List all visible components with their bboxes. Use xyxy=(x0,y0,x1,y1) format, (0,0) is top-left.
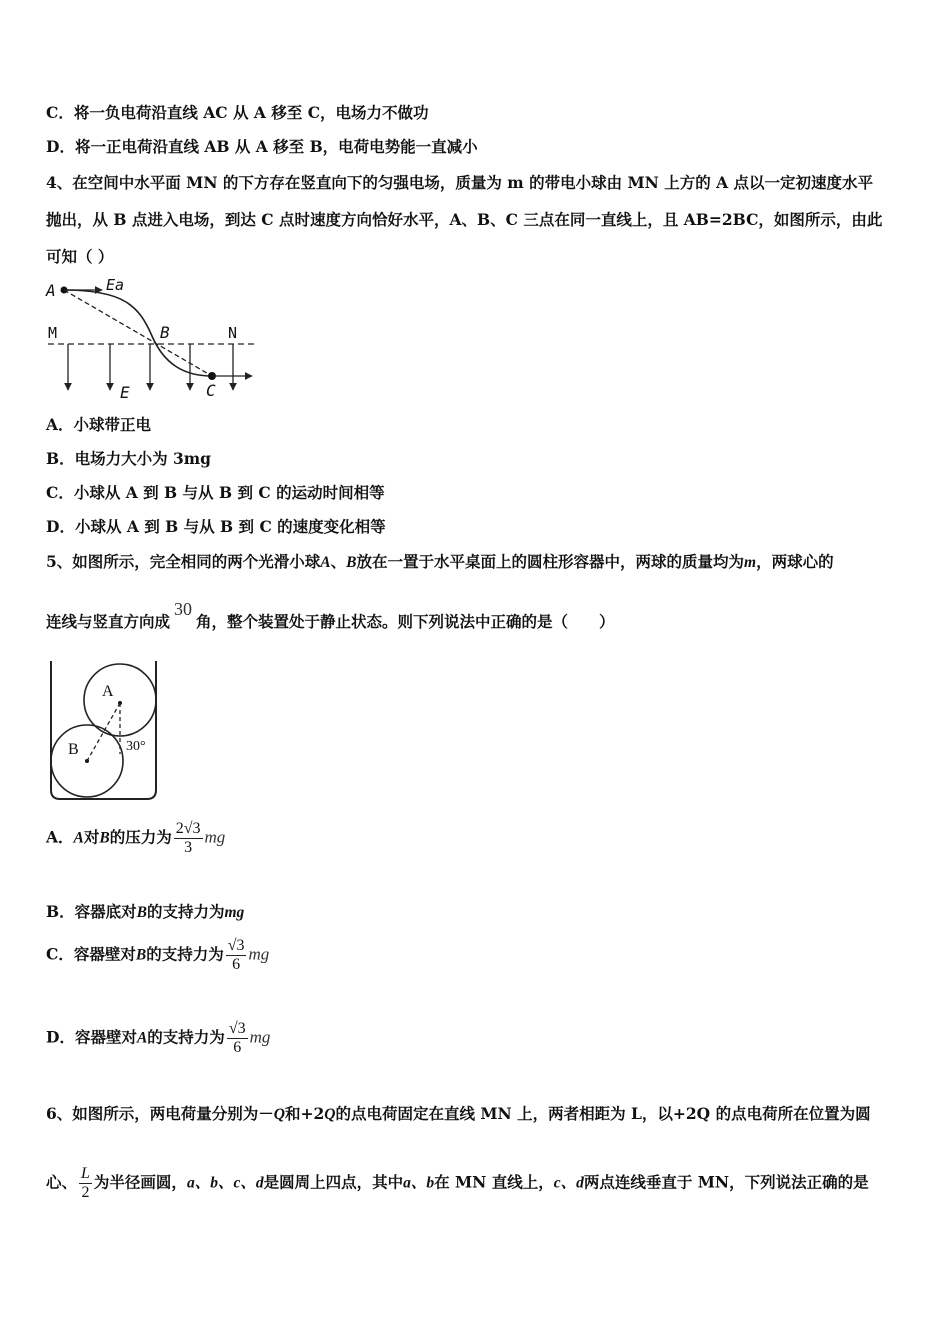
fraction-sqrt3-over-6: $\frac{√3}{6}$ xyxy=(228,1020,246,1056)
label-ball-b: B xyxy=(68,741,79,758)
label-angle: 30° xyxy=(126,739,146,754)
q4-option-d: D．小球从 A 到 B 与从 B 到 C 的速度变化相等 xyxy=(46,517,386,536)
q4-figure xyxy=(44,276,264,401)
q4-stem-line-2: 抛出，从 B 点进入电场，到达 C 点时速度方向恰好水平，A、B、C 三点在同一直线上，且 AB=2BC，如图所示，由此 xyxy=(46,210,883,229)
label-c: C xyxy=(206,381,216,400)
label-b: B xyxy=(160,323,170,342)
q5-option-c: C．容器壁对B的支持力为 $\frac{√3}{6}$ mg xyxy=(46,937,270,973)
q4-option-a: A．小球带正电 xyxy=(46,415,152,434)
label-e: E xyxy=(120,383,130,401)
label-a: A xyxy=(46,281,56,300)
q5-figure xyxy=(46,656,166,806)
label-m: M xyxy=(48,324,58,342)
label-ball-a: A xyxy=(102,683,114,700)
q4-stem-line-1: 4、在空间中水平面 MN 的下方存在竖直向下的匀强电场，质量为 m 的带电小球由 MN 上方的 A 点以一定初速度水平 xyxy=(46,173,874,192)
mass-symbol: m xyxy=(744,554,757,571)
fraction-l-over-2: $\frac{L}{2}$ xyxy=(81,1165,90,1201)
angle-value: 30 xyxy=(174,599,193,619)
ball-b-ref: B xyxy=(346,554,357,571)
label-n: N xyxy=(228,324,238,342)
q4-option-b: B．电场力大小为 3mg xyxy=(46,449,212,468)
q5-stem-line-2: 连线与竖直方向成30角，整个装置处于静止状态。则下列说法中正确的是（ ） xyxy=(46,599,615,631)
q5-stem-line-1: 5、如图所示，完全相同的两个光滑小球A、B放在一置于水平桌面上的圆柱形容器中，两球的质量均为m，两球心的 xyxy=(46,552,834,571)
ball-a-ref: A xyxy=(320,554,331,571)
q4-stem-line-3: 可知（ ） xyxy=(46,247,114,266)
q3-option-d: D．将一正电荷沿直线 AB 从 A 移至 B，电荷电势能一直减小 xyxy=(46,137,478,156)
q5-option-b: B．容器底对B的支持力为mg xyxy=(46,902,245,921)
q6-stem-line-1: 6、如图所示，两电荷量分别为－Q和+2Q的点电荷固定在直线 MN 上，两者相距为 L，以+2Q 的点电荷所在位置为圆 xyxy=(46,1104,871,1123)
q3-option-c: C．将一负电荷沿直线 AC 从 A 移至 C，电场力不做功 xyxy=(46,103,429,122)
fraction-2sqrt3-over-3: $\frac{2√3}{3}$ xyxy=(175,820,201,856)
q4-option-c: C．小球从 A 到 B 与从 B 到 C 的运动时间相等 xyxy=(46,483,385,502)
q6-stem-line-2: 心、 $\frac{L}{2}$ 为半径画圆，a、b、c、d是圆周上四点，其中a、b在 MN 直线上，c、d两点连线垂直于 MN，下列说法正确的是 xyxy=(46,1165,869,1201)
label-ea: Ea xyxy=(106,276,125,294)
q5-option-a: A．A对B的压力为 $\frac{2√3}{3}$ mg xyxy=(46,820,226,856)
q5-option-d: D．容器壁对A的支持力为 $\frac{√3}{6}$ mg xyxy=(46,1020,271,1056)
fraction-sqrt3-over-6: $\frac{√3}{6}$ xyxy=(227,937,245,973)
